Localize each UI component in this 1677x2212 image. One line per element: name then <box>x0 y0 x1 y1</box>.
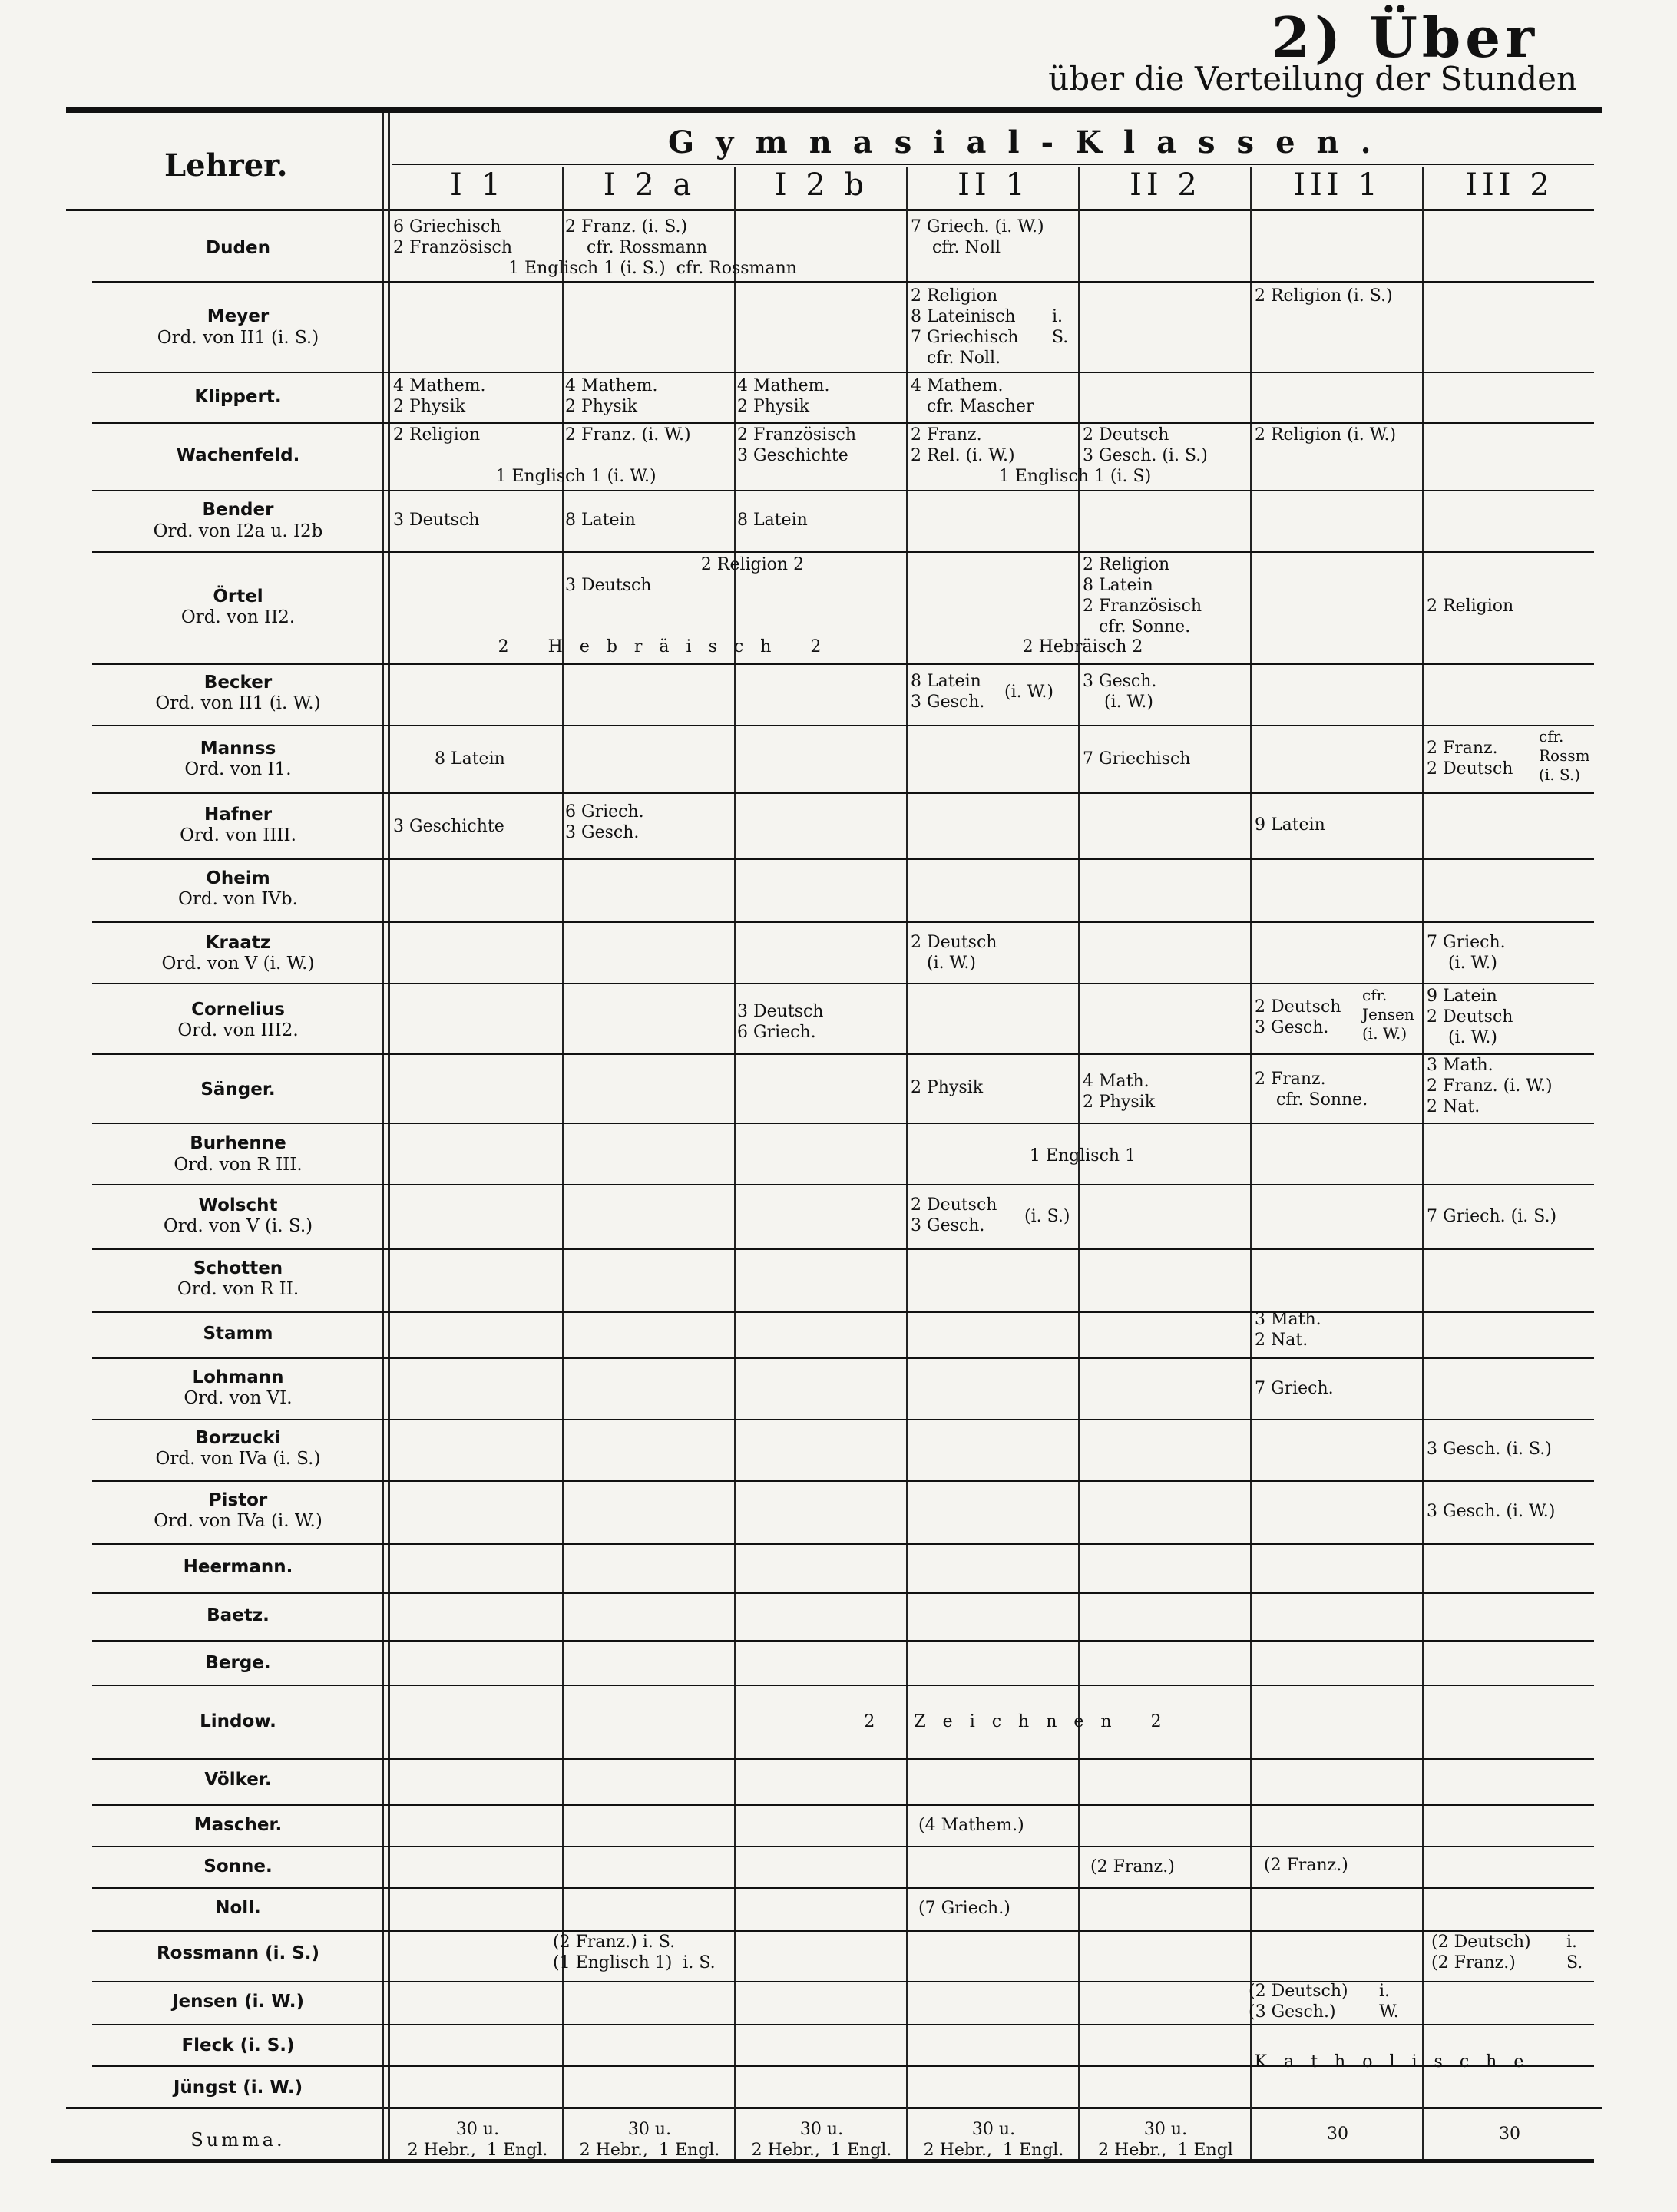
teacher-ordinarius: Ord. von R II. <box>177 1279 299 1299</box>
summa-iii1: 30 <box>1327 2124 1348 2144</box>
row-rule <box>92 663 1594 665</box>
cell-wolscht-iii2: 7 Griech. (i. S.) <box>1427 1207 1557 1226</box>
row-rule <box>92 372 1594 373</box>
cell-cornelius-iii1: 2 Deutsch 3 Gesch. <box>1255 997 1341 1037</box>
teacher-name: Rossmann (i. S.) <box>156 1943 320 1963</box>
cell-duden-span: 1 Englisch 1 (i. S.) cfr. Rossmann <box>508 259 797 278</box>
row-rule <box>92 1640 1594 1642</box>
row-rule <box>92 1123 1594 1124</box>
cell-rossmann-i2a: (2 Franz.) i. S. (1 Englisch 1) i. S. <box>553 1933 716 1972</box>
row-rule <box>92 792 1594 794</box>
cell-lohmann-iii1: 7 Griech. <box>1255 1379 1334 1398</box>
teacher-name: Meyer <box>207 306 270 326</box>
cell-oertel-religion-span: 2 Religion 2 <box>700 555 805 574</box>
cell-sonne-iii1: (2 Franz.) <box>1264 1856 1348 1875</box>
cell-kraatz-iii2: 7 Griech. (i. W.) <box>1427 933 1506 973</box>
cell-wachenfeld-i2b: 2 Französisch 3 Geschichte <box>737 425 856 465</box>
header-bottom-rule <box>66 209 1594 211</box>
row-rule <box>92 1887 1594 1889</box>
column-header-iii2: III 2 <box>1465 167 1554 203</box>
teacher-name: Fleck (i. S.) <box>181 2035 295 2055</box>
cell-rossmann-iii2-note: i. S. <box>1566 1933 1583 1972</box>
teacher-ordinarius: Ord. von IVa (i. S.) <box>155 1449 321 1469</box>
cell-hafner-i1: 3 Geschichte <box>393 817 504 836</box>
teacher-ordinarius: Ord. von V (i. W.) <box>161 954 315 974</box>
cell-bender-i2a: 8 Latein <box>565 511 636 530</box>
row-rule <box>92 1592 1594 1594</box>
teacher-name: Mannss <box>200 739 276 759</box>
cell-cornelius-i2b: 3 Deutsch 6 Griech. <box>737 1002 824 1042</box>
teacher-name: Sänger. <box>200 1080 276 1099</box>
column-header-iii1: III 1 <box>1293 167 1382 203</box>
cell-klippert-i1: 4 Mathem. 2 Physik <box>393 376 486 416</box>
cell-duden-ii1: 7 Griech. (i. W.) cfr. Noll <box>911 217 1044 257</box>
cell-mannss-iii2-note: cfr. Rossm (i. S.) <box>1539 727 1590 784</box>
cell-wachenfeld-span2: 1 Englisch 1 (i. S) <box>998 467 1152 486</box>
column-header-i1: I 1 <box>450 167 505 203</box>
col-divider-3 <box>906 167 908 2159</box>
cell-cornelius-iii2: 9 Latein 2 Deutsch (i. W.) <box>1427 987 1513 1047</box>
summa-i2a: 30 u. 2 Hebr., 1 Engl. <box>579 2120 720 2160</box>
teacher-name: Cornelius <box>191 1000 285 1020</box>
cell-burhenne-span: 1 Englisch 1 <box>1029 1146 1136 1166</box>
cell-wachenfeld-span1: 1 Englisch 1 (i. W.) <box>495 467 657 486</box>
column-header-ii1: II 1 <box>958 167 1030 203</box>
teacher-name: Stamm <box>203 1324 273 1344</box>
teacher-ordinarius: Ord. von IVb. <box>178 889 298 909</box>
row-rule <box>92 2024 1594 2025</box>
column-header-i2b: I 2 b <box>774 167 869 203</box>
row-rule <box>92 1543 1594 1545</box>
teacher-name: Kraatz <box>205 933 271 953</box>
cell-jensen-iii1-note: i. W. <box>1379 1982 1399 2022</box>
cell-klippert-i2b: 4 Mathem. 2 Physik <box>737 376 830 416</box>
row-rule <box>92 1804 1594 1806</box>
teacher-name: Bender <box>202 500 274 520</box>
teacher-name: Hafner <box>203 805 273 825</box>
row-rule <box>92 921 1594 923</box>
teacher-name: Klippert. <box>194 387 282 407</box>
cell-oertel-hebraeisch-2: 2 Hebräisch 2 <box>1022 637 1143 656</box>
cell-saenger-iii1: 2 Franz. cfr. Sonne. <box>1255 1070 1368 1109</box>
cell-meyer-ii1: 2 Religion 8 Lateinisch 7 Griechisch cfr. Noll. <box>911 286 1019 368</box>
row-rule <box>92 1846 1594 1847</box>
row-rule <box>92 1184 1594 1185</box>
teacher-name: Wolscht <box>198 1195 278 1215</box>
cell-mannss-ii2: 7 Griechisch <box>1083 749 1191 769</box>
cell-becker-ii1: 8 Latein 3 Gesch. <box>911 672 985 712</box>
teacher-ordinarius: Ord. von I1. <box>184 759 292 779</box>
teacher-name: Lindow. <box>200 1711 276 1731</box>
cell-wachenfeld-ii1: 2 Franz. 2 Rel. (i. W.) <box>911 425 1015 465</box>
cell-duden-i1: 6 Griechisch 2 Französisch <box>393 217 512 257</box>
teacher-name: Oheim <box>206 868 270 888</box>
summa-ii2: 30 u. 2 Hebr., 1 Engl <box>1098 2120 1233 2160</box>
cell-wachenfeld-i1: 2 Religion <box>393 425 481 445</box>
cell-saenger-ii2: 4 Math. 2 Physik <box>1083 1072 1156 1112</box>
row-rule <box>92 725 1594 726</box>
teacher-ordinarius: Ord. von III2. <box>177 1020 299 1040</box>
teacher-name: Jüngst (i. W.) <box>173 2078 303 2098</box>
row-rule <box>92 1758 1594 1760</box>
teacher-name: Becker <box>203 673 273 693</box>
page-subtitle: über die Verteilung der Stunden <box>1048 60 1577 98</box>
row-rule <box>92 422 1594 424</box>
teacher-name: Noll. <box>215 1898 261 1918</box>
teacher-name: Pistor <box>208 1490 268 1510</box>
row-rule <box>92 281 1594 283</box>
teacher-ordinarius: Ord. von V (i. S.) <box>163 1216 313 1236</box>
cell-mannss-iii2: 2 Franz. 2 Deutsch <box>1427 739 1513 779</box>
cell-jensen-iii1: (2 Deutsch) (3 Gesch.) <box>1249 1982 1348 2022</box>
cell-fleck-span: Katholische <box>1254 2052 1541 2071</box>
cell-borzucki-iii2: 3 Gesch. (i. S.) <box>1427 1440 1552 1459</box>
col-divider-6 <box>1422 167 1424 2159</box>
cell-klippert-ii1: 4 Mathem. cfr. Mascher <box>911 376 1034 416</box>
row-rule <box>92 1357 1594 1359</box>
teacher-name: Borzucki <box>195 1428 281 1448</box>
top-rule <box>66 107 1602 113</box>
row-rule <box>92 1311 1594 1313</box>
page-title: 2) Über <box>1271 5 1539 70</box>
row-rule <box>92 983 1594 984</box>
teacher-ordinarius: Ord. von II1 (i. W.) <box>155 693 321 713</box>
teacher-name: Jensen (i. W.) <box>171 1992 305 2012</box>
cell-saenger-ii1: 2 Physik <box>911 1078 984 1097</box>
teacher-name: Sonne. <box>203 1857 273 1876</box>
teacher-ordinarius: Ord. von R III. <box>174 1155 303 1175</box>
cell-sonne-ii2: (2 Franz.) <box>1090 1857 1175 1876</box>
cell-meyer-ii1-note: i. S. <box>1052 307 1069 347</box>
column-header-i2a: I 2 a <box>603 167 696 203</box>
teacher-ordinarius: Ord. von II2. <box>180 607 296 627</box>
cell-bender-i1: 3 Deutsch <box>393 511 480 530</box>
col-divider-2 <box>734 167 736 2159</box>
teacher-name: Mascher. <box>194 1815 283 1835</box>
row-rule <box>92 1685 1594 1686</box>
row-rule <box>92 1419 1594 1420</box>
cell-becker-ii2: 3 Gesch. (i. W.) <box>1083 672 1157 712</box>
cell-lindow-span: 2 Zeichnen 2 <box>864 1712 1179 1731</box>
cell-oertel-ii2: 2 Religion 8 Latein 2 Französisch cfr. Sonne. <box>1083 555 1202 636</box>
cell-kraatz-ii1: 2 Deutsch (i. W.) <box>911 933 997 973</box>
col-divider-5 <box>1250 167 1252 2159</box>
cell-stamm-iii1: 3 Math. 2 Nat. <box>1255 1310 1321 1350</box>
cell-saenger-iii2: 3 Math. 2 Franz. (i. W.) 2 Nat. <box>1427 1056 1553 1116</box>
teacher-name: Burhenne <box>190 1133 286 1153</box>
cell-pistor-iii2: 3 Gesch. (i. W.) <box>1427 1502 1556 1521</box>
row-rule <box>92 858 1594 860</box>
cell-wachenfeld-ii2: 2 Deutsch 3 Gesch. (i. S.) <box>1083 425 1208 465</box>
row-rule <box>92 1930 1594 1932</box>
cell-becker-ii1-note: (i. W.) <box>1004 683 1054 702</box>
row-rule <box>92 1981 1594 1982</box>
teacher-name: Berge. <box>205 1653 271 1673</box>
summa-iii2: 30 <box>1499 2124 1520 2144</box>
cell-meyer-iii1: 2 Religion (i. S.) <box>1255 286 1393 306</box>
row-rule <box>92 1053 1594 1055</box>
teacher-column-header: Lehrer. <box>164 147 288 184</box>
cell-mannss-i1: 8 Latein <box>435 749 505 769</box>
cell-wolscht-ii1: 2 Deutsch 3 Gesch. <box>911 1195 997 1235</box>
teacher-ordinarius: Ord. von VI. <box>184 1388 293 1408</box>
summa-ii1: 30 u. 2 Hebr., 1 Engl. <box>923 2120 1064 2160</box>
row-rule <box>92 490 1594 491</box>
cell-duden-i2a: 2 Franz. (i. S.) cfr. Rossmann <box>565 217 708 257</box>
teacher-name: Duden <box>206 238 270 258</box>
cell-rossmann-iii2: (2 Deutsch) (2 Franz.) <box>1431 1933 1531 1972</box>
cell-mascher-ii1: (4 Mathem.) <box>918 1816 1024 1835</box>
row-rule <box>92 551 1594 553</box>
teacher-name: Heermann. <box>183 1557 293 1577</box>
cell-oertel-i2a: 3 Deutsch <box>565 576 652 595</box>
summa-rule <box>66 2107 1602 2109</box>
teacher-name: Völker. <box>204 1770 272 1790</box>
cell-wachenfeld-i2a: 2 Franz. (i. W.) <box>565 425 691 445</box>
cell-bender-i2b: 8 Latein <box>737 511 808 530</box>
summa-i2b: 30 u. 2 Hebr., 1 Engl. <box>751 2120 892 2160</box>
teacher-name: Wachenfeld. <box>176 445 300 465</box>
column-header-ii2: II 2 <box>1130 167 1202 203</box>
cell-oertel-hebraeisch-1: 2 Hebräisch 2 <box>498 637 838 656</box>
cell-klippert-i2a: 4 Mathem. 2 Physik <box>565 376 658 416</box>
summa-i1: 30 u. 2 Hebr., 1 Engl. <box>407 2120 548 2160</box>
row-rule <box>92 1480 1594 1482</box>
cell-cornelius-iii1-note: cfr. Jensen (i. W.) <box>1362 986 1414 1043</box>
cell-hafner-iii1: 9 Latein <box>1255 815 1325 835</box>
group-header-rule <box>392 164 1594 165</box>
summa-label: Summa. <box>190 2129 286 2151</box>
teacher-name: Örtel <box>213 587 263 607</box>
row-rule <box>92 1248 1594 1250</box>
class-group-header: Gymnasial-Klassen. <box>668 124 1393 160</box>
teacher-ordinarius: Ord. von II1 (i. S.) <box>157 328 319 348</box>
teacher-ordinarius: Ord. von IVa (i. W.) <box>154 1511 322 1531</box>
cell-oertel-iii2: 2 Religion <box>1427 597 1514 616</box>
teacher-name: Schotten <box>193 1258 283 1278</box>
teacher-ordinarius: Ord. von IIII. <box>180 825 296 845</box>
teacher-divider-2 <box>388 113 390 2159</box>
teacher-name: Lohmann <box>192 1367 284 1387</box>
cell-wolscht-ii1-note: (i. S.) <box>1024 1207 1070 1226</box>
teacher-ordinarius: Ord. von I2a u. I2b <box>153 521 323 541</box>
cell-hafner-i2a: 6 Griech. 3 Gesch. <box>565 802 644 842</box>
cell-wachenfeld-iii1: 2 Religion (i. W.) <box>1255 425 1397 445</box>
cell-noll-ii1: (7 Griech.) <box>918 1899 1011 1918</box>
teacher-name: Baetz. <box>207 1605 270 1625</box>
